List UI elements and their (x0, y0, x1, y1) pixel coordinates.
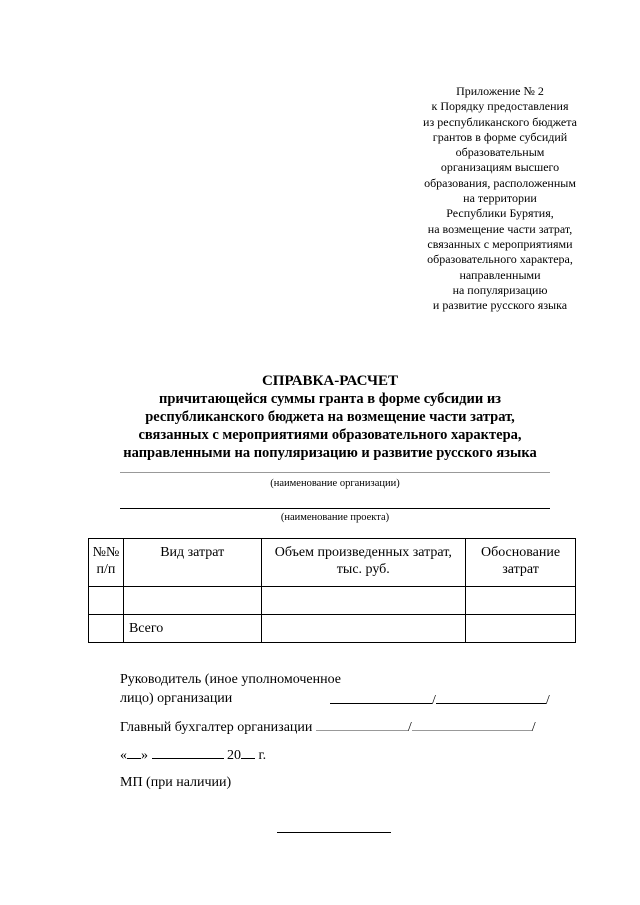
date-row (120, 744, 266, 765)
table-cell (89, 615, 124, 643)
appendix-line: из республиканского бюджета (423, 114, 577, 129)
appendix-line: на территории (463, 191, 537, 206)
slash-separator: / (432, 693, 436, 708)
head-signature-blank[interactable] (330, 689, 432, 704)
bottom-separator-line (277, 832, 391, 833)
table-total-row (89, 615, 576, 643)
stamp-label: МП (при наличии) (120, 775, 232, 790)
title-line: республиканского бюджета на возмещение части затрат, (145, 409, 515, 425)
appendix-line: организациям высшего (440, 160, 560, 175)
costs-table (88, 538, 576, 643)
slash-separator: / (531, 720, 536, 735)
title-main: СПРАВКА-РАСЧЕТ (261, 373, 399, 389)
appendix-line: образовательного характера, (427, 252, 573, 267)
head-signature-fields (330, 689, 550, 710)
title-line: причитающейся суммы гранта в форме субсидии из (158, 391, 502, 407)
table-cell[interactable] (123, 587, 261, 615)
table-cell[interactable] (466, 587, 576, 615)
appendix-line: образовательным (455, 145, 545, 160)
month-blank[interactable] (152, 744, 224, 759)
slash-separator: / (407, 720, 412, 735)
header-expense-type: Вид затрат (123, 539, 261, 587)
header-number: №№ п/п (89, 539, 124, 587)
accountant-signature-row (120, 716, 536, 737)
year-blank[interactable] (241, 744, 255, 759)
head-label-line2: лицо) организации (120, 691, 233, 706)
project-caption: (наименование проекта) (280, 512, 390, 523)
table-cell[interactable] (466, 615, 576, 643)
header-amount: Объем произведенных затрат, тыс. руб. (261, 539, 466, 587)
table-cell[interactable] (89, 587, 124, 615)
total-label: Всего (123, 615, 261, 643)
document-title (90, 372, 570, 462)
appendix-line: на популяризацию (452, 282, 548, 297)
appendix-line: грантов в форме субсидий (432, 129, 568, 144)
appendix-line: связанных с мероприятиями (427, 236, 573, 251)
date-open-quote: « (120, 748, 127, 763)
total-amount-cell[interactable] (261, 615, 466, 643)
appendix-line: образования, расположенным (424, 175, 576, 190)
slash-separator: / (545, 693, 550, 708)
day-blank[interactable] (127, 744, 141, 759)
appendix-line: на возмещение части затрат, (427, 221, 573, 236)
table-cell[interactable] (261, 587, 466, 615)
accountant-label: Главный бухгалтер организации (120, 720, 313, 735)
table-header-row (89, 539, 576, 587)
title-line: связанных с мероприятиями образовательного характера, (138, 427, 522, 443)
head-signature-label (120, 670, 341, 708)
appendix-line: направленными (459, 267, 541, 282)
project-name-line[interactable] (120, 508, 550, 509)
head-label-line1: Руководитель (иное уполномоченное (120, 672, 341, 687)
accountant-name-blank[interactable] (412, 716, 532, 731)
year-prefix: 20 (227, 748, 241, 763)
appendix-line: к Порядку предоставления (431, 99, 569, 114)
appendix-block (400, 84, 600, 313)
year-suffix: г. (255, 748, 267, 763)
appendix-line: и развитие русского языка (432, 298, 568, 313)
table-row (89, 587, 576, 615)
head-name-blank[interactable] (436, 689, 546, 704)
organization-name-line[interactable] (120, 472, 550, 473)
organization-caption: (наименование организации) (270, 478, 400, 489)
appendix-line: Приложение № 2 (456, 84, 544, 98)
date-close-quote: » (141, 748, 148, 763)
header-justification: Обоснование затрат (466, 539, 576, 587)
appendix-line: Республики Бурятия, (446, 206, 554, 221)
title-line: направленными на популяризацию и развитие русского языка (123, 445, 537, 461)
accountant-signature-blank[interactable] (316, 716, 408, 731)
